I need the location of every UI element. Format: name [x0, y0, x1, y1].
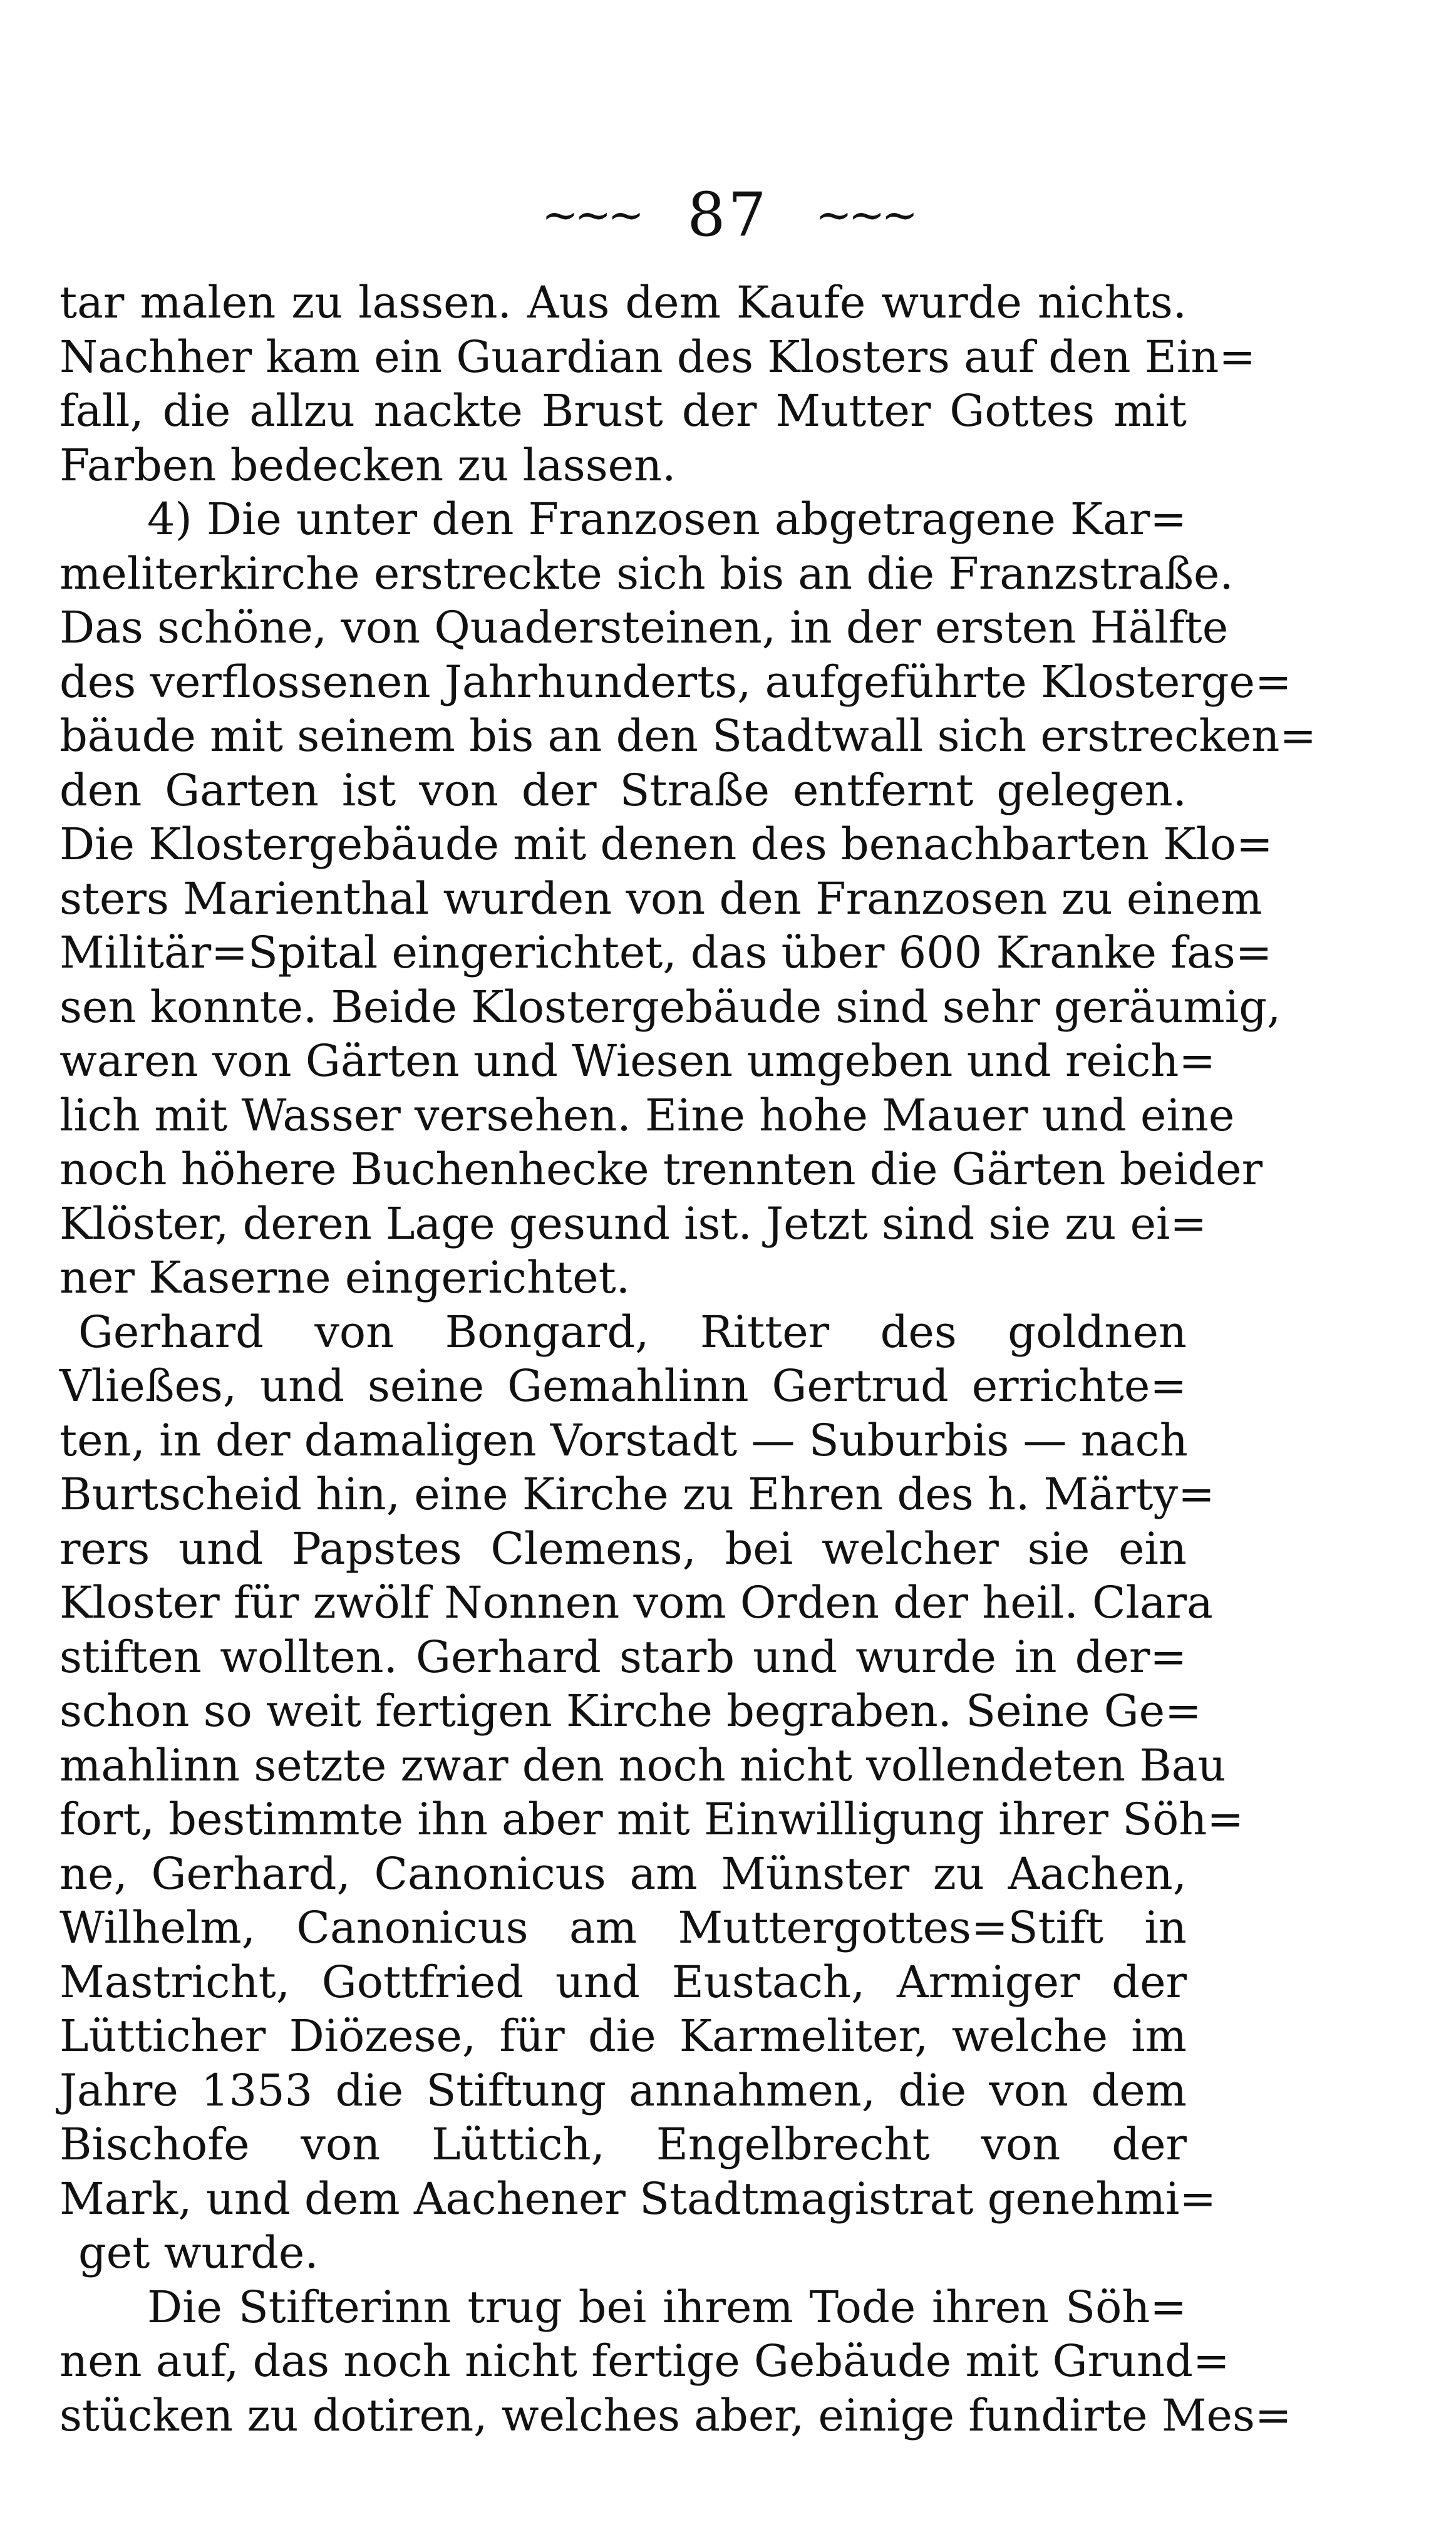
text-line: meliterkirche erstreckte sich bis an die Franzstraße. — [59, 547, 1234, 599]
text-line: noch höhere Buchenhecke trennten die Gärten beider — [59, 1144, 1263, 1195]
text-line: ten, in der damaligen Vorstadt — Suburbis — nach — [59, 1414, 1188, 1466]
text-line: lich mit Wasser versehen. Eine hohe Mauer und eine — [59, 1089, 1235, 1141]
text-line: fort, bestimmte ihn aber mit Einwilligung ihrer Söh= — [59, 1794, 1244, 1845]
text-line: mahlinn setzte zwar den noch nicht vollendeten Bau — [59, 1739, 1226, 1791]
text-line: Burtscheid hin, eine Kirche zu Ehren des h. Märty= — [59, 1469, 1215, 1520]
text-line: stiften wollten. Gerhard starb und wurde in der= — [59, 1631, 1187, 1683]
text-line: stücken zu dotiren, welches aber, einige fundirte Mes= — [59, 2389, 1292, 2441]
text-line: rers und Papstes Clemens, bei welcher sie ein — [59, 1522, 1187, 1574]
text-line: sen konnte. Beide Klostergebäude sind sehr geräumig, — [59, 981, 1281, 1033]
text-line: Farben bedecken zu lassen. — [59, 439, 676, 491]
text-line: Mastricht, Gottfried und Eustach, Armiger der — [59, 1956, 1187, 2008]
text-line: Die Klostergebäude mit denen des benachbarten Klo= — [59, 819, 1273, 870]
text-line: sters Marienthal wurden von den Franzosen zu einem — [59, 872, 1262, 924]
text-line: fall, die allzu nackte Brust der Mutter Gottes mit — [59, 385, 1187, 437]
ornament-left: ~~~ — [541, 189, 641, 240]
text-line: Mark, und dem Aachener Stadtmagistrat genehmi= — [59, 2173, 1217, 2225]
text-line: Bischofe von Lüttich, Engelbrecht von der — [59, 2119, 1187, 2170]
page-number: 87 — [687, 180, 769, 250]
text-line: Das schöne, von Quadersteinen, in der ersten Hälfte — [59, 602, 1229, 653]
text-line: Militär=Spital eingerichtet, das über 600 Kranke fas= — [59, 927, 1273, 978]
text-line: 4) Die unter den Franzosen abgetragene Kar= — [147, 494, 1187, 545]
text-line: waren von Gärten und Wiesen umgeben und reich= — [59, 1035, 1216, 1087]
text-line: Lütticher Diözese, für die Karmeliter, welche im — [59, 2010, 1187, 2062]
text-line: ner Kaserne eingerichtet. — [59, 1252, 631, 1303]
text-line: schon so weit fertigen Kirche begraben. Seine Ge= — [59, 1685, 1202, 1737]
text-line: Die Stifterinn trug bei ihrem Tode ihren Söh= — [147, 2281, 1187, 2333]
text-line: bäude mit seinem bis an den Stadtwall sich erstrecken= — [59, 710, 1317, 762]
text-line: Jahre 1353 die Stiftung annahmen, die von dem — [59, 2064, 1187, 2116]
text-line: get wurde. — [78, 2227, 319, 2278]
text-line: Gerhard von Bongard, Ritter des goldnen — [78, 1306, 1187, 1358]
text-line: den Garten ist von der Straße entfernt gelegen. — [59, 764, 1187, 816]
body-text — [59, 276, 1317, 2442]
text-line: Wilhelm, Canonicus am Muttergottes=Stift in — [59, 1902, 1187, 1953]
text-line: nen auf, das noch nicht fertige Gebäude mit Grund= — [59, 2335, 1230, 2387]
page-header — [0, 175, 1456, 249]
text-line: Vließes, und seine Gemahlinn Gertrud errichte= — [59, 1360, 1187, 1412]
text-line: des verflossenen Jahrhunderts, aufgeführte Klosterge= — [59, 656, 1292, 708]
text-line: tar malen zu lassen. Aus dem Kaufe wurde nichts. — [59, 277, 1187, 328]
text-line: Klöster, deren Lage gesund ist. Jetzt sind sie zu ei= — [59, 1197, 1207, 1249]
text-line: ne, Gerhard, Canonicus am Münster zu Aachen, — [59, 1847, 1187, 1899]
text-line: Nachher kam ein Guardian des Klosters auf den Ein= — [59, 331, 1256, 383]
text-line: Kloster für zwölf Nonnen vom Orden der heil. Clara — [59, 1577, 1213, 1628]
ornament-right: ~~~ — [815, 189, 915, 240]
